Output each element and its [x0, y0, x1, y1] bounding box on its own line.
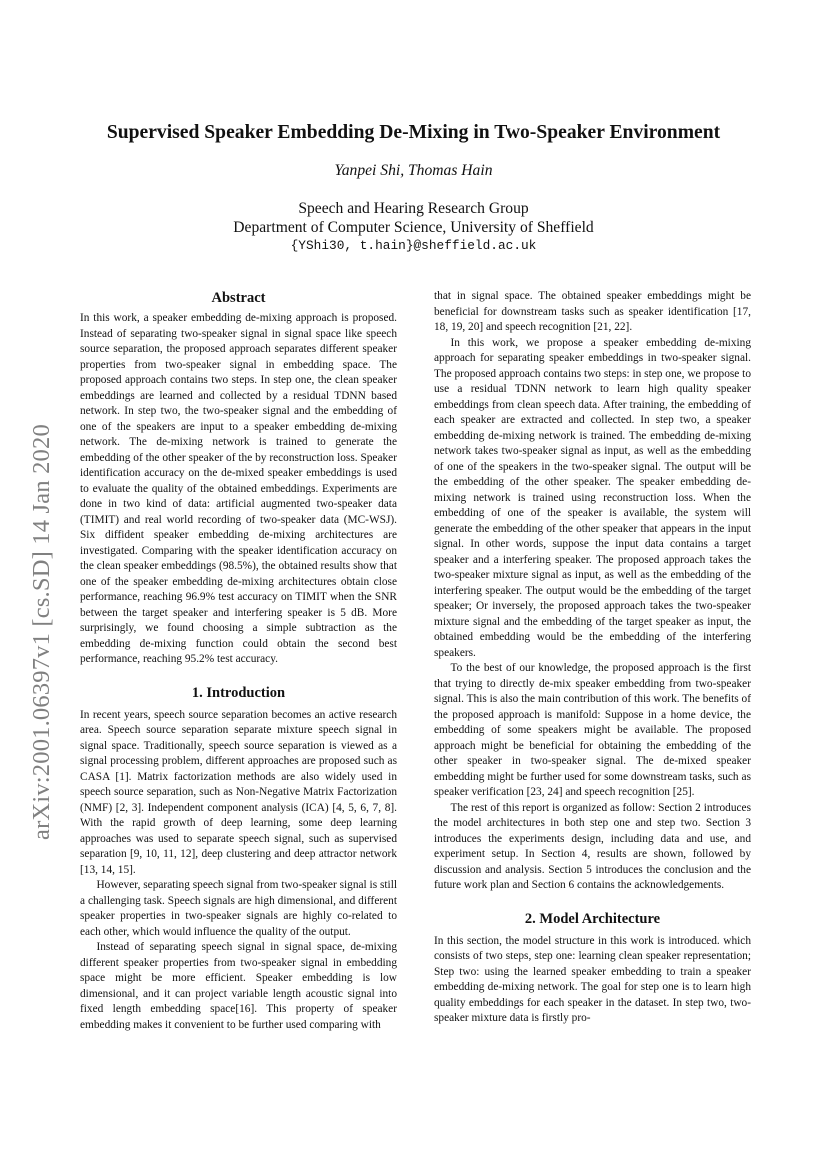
intro-paragraph: To the best of our knowledge, the proposed approach is the first that trying to directly de-mix speaker embedding from two-speaker signal. This is also the main contribution of this work. The benefits of the proposed approach is manifold: Suppose in a home device, the embedding of some speakers might be available. The proposed approach might be beneficial for obtaining the embedding of the other speaker in two-speaker signal. The de-mixed speaker embedding might be further used for some downstream tasks, such as speaker verification [23, 24] and speech recognition [25]. [434, 662, 751, 798]
model-architecture-heading: 2. Model Architecture [524, 910, 661, 927]
abstract-text: In this work, a speaker embedding de-mixing approach is proposed. Instead of separating two-speaker signal in signal space like speech source separation, the proposed approach separates different speaker properties from two-speaker signal in embedding space. The proposed approach contains two steps. In step one, the clean speaker embeddings are learned and collected by a residual TDNN based network. In step two, the two-speaker signal and the embedding of one of the speakers are input to a speaker embedding de-mixing network. The de-mixing network is trained to generate the embedding of the other speaker of the by reconstruction loss. Speaker identification accuracy on the de-mixed speaker embeddings is used to evaluate the quality of the obtained embeddings. Experiments are done in two kind of data: artificial augmented two-speaker data (TIMIT) and real world recording of two-speaker data (MC-WSJ). Six diffident speaker embedding de-mixing architectures are investigated. Comparing with the speaker identification accuracy on the clean speaker embeddings (98.5%), the obtained results show that one of the speaker embedding de-mixing architectures obtain close performance, reaching 96.9% test accuracy on TIMIT when the SNR between the target speaker and interfering speaker is 5 dB. More surprisingly, we found choosing a simple subtraction as the embedding de-mixing function could obtain the second best performance, reaching 95.2% test accuracy. [80, 312, 397, 665]
intro-paragraph: However, separating speech signal from two-speaker signal is still a challenging task. Speech signals are high dimensional, and different speaker properties in two-speaker signals are highly co-related to each other, which would influence the quality of the output. [80, 879, 397, 938]
affiliation-department: Department of Computer Science, University of Sheffield [233, 219, 594, 236]
authors: Yanpei Shi, Thomas Hain [334, 162, 493, 179]
intro-paragraph: In recent years, speech source separation becomes an active research area. Speech source separation separate mixture speech signal in signal space. Traditionally, speech source separation is viewed as a signal processing problem, different approaches are proposed such as CASA [1]. Matrix factorization methods are also widely used in speech source separation, such as Non-Negative Matrix Factorization (NMF) [2, 3]. Independent component analysis (ICA) [4, 5, 6, 7, 8]. With the rapid growth of deep learning, some deep learning approaches was used to separate speech signal, such as supervised separation [9, 10, 11, 12], deep clustering and deep attractor network [13, 14, 15]. [80, 708, 397, 876]
right-column [434, 289, 751, 1027]
model-architecture-text: In this section, the model structure in this work is introduced. which consists of two steps, step one: learning clean speaker representation; Step two: using the learned speaker embedding to train a speaker embedding de-mixing network. The goal for step one is to learn high quality embeddings for each speaker in the dataset. In step two, two-speaker mixture data is firstly pro- [434, 934, 751, 1024]
introduction-heading: 1. Introduction [191, 684, 286, 701]
abstract [80, 311, 397, 668]
intro-paragraph-continued: that in signal space. The obtained speaker embeddings might be beneficial for downstream tasks such as speaker identification [17, 18, 19, 20] and speech recognition [21, 22]. [434, 290, 751, 333]
author-emails: {YShi30, t.hain}@sheffield.ac.uk [290, 238, 537, 253]
paper-title: Supervised Speaker Embedding De-Mixing in Two-Speaker Environment [106, 122, 721, 143]
affiliation-group: Speech and Hearing Research Group [298, 200, 529, 217]
abstract-heading: Abstract [211, 290, 266, 306]
intro-paragraph: The rest of this report is organized as follow: Section 2 introduces the model architectures in both step one and step two. Section 3 introduces the experiments design, including data and use, and experiment setup. In Section 4, results are shown, followed by discussion and analysis. Section 5 introduces the conclusion and the future work plan and Section 6 contains the acknowledgements. [434, 801, 751, 891]
intro-paragraph: Instead of separating speech signal in signal space, de-mixing different speaker properties from two-speaker signal in embedding space might be more efficient. Speaker embedding is low dimensional, and it can project variable length acoustic signal into fixed length embedding space[16]. This property of speaker embedding makes it convenient to be further used comparing with [80, 941, 397, 1031]
arxiv-identifier: arXiv:2001.06397v1 [cs.SD] 14 Jan 2020 [28, 424, 55, 840]
left-column [80, 289, 397, 1033]
intro-paragraph: In this work, we propose a speaker embedding de-mixing approach for separating speaker embeddings in two-speaker signal. The proposed approach contains two steps: in step one, we propose to use a residual TDNN network to learn high quality speaker embeddings from clean speech data. After training, the embedding of each speaker are extracted and collected. In step two, a speaker embedding de-mixing network is trained. The embedding de-mixing network takes two-speaker signal as input, as well as the embedding of one of the speakers in the two-speaker signal. The output will be the embedding of the other speaker. The speaker embedding de-mixing network is trained using reconstruction loss. When the embedding of one of the speaker is available, the system will generate the embedding of the other speaker that appears in the input signal. In other words, suppose the input data contains a target speaker and a interfering speaker. The proposed approach takes the two-speaker mixture signal as input, as well as the embedding of the interfering speaker. The output would be the embedding of the target speaker; Or inversely, the proposed approach takes the two-speaker mixture signal and the embedding of the target speaker as input, the obtained embedding would be the embedding of the interfering speakers. [434, 336, 751, 659]
